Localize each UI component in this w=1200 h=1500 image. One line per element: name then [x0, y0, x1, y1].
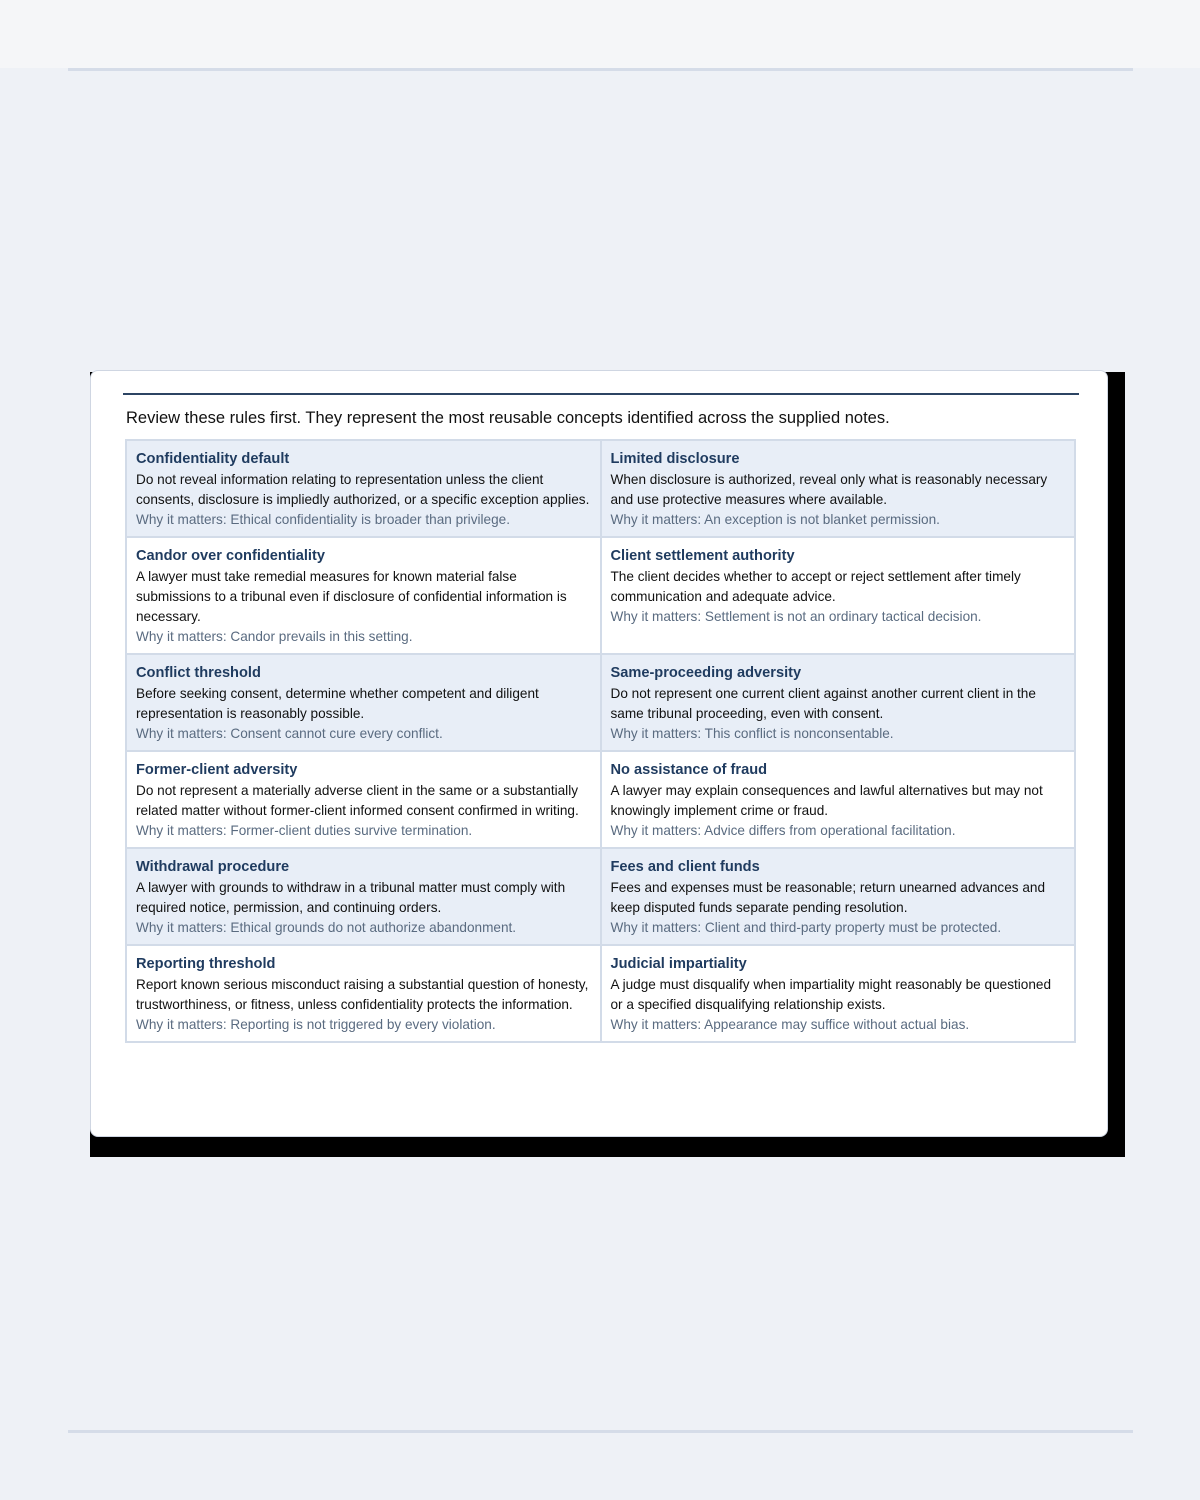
rule-body: Report known serious misconduct raising a substantial question of honesty, trustworthiness, or fitness, unless confidentiality protects the information. [136, 977, 589, 1012]
rule-why: Why it matters: Ethical confidentiality is broader than privilege. [136, 512, 510, 527]
rule-why: Why it matters: Reporting is not triggered by every violation. [136, 1017, 496, 1032]
top-band [0, 0, 1200, 68]
table-row [126, 440, 1075, 537]
rule-cell [601, 945, 1076, 1042]
rule-why: Why it matters: Ethical grounds do not authorize abandonment. [136, 920, 517, 935]
rule-title: Former-client adversity [136, 762, 298, 778]
rule-cell [126, 945, 601, 1042]
rule-body: The client decides whether to accept or reject settlement after timely communication and adequate advice. [610, 569, 1021, 604]
rule-body: Fees and expenses must be reasonable; return unearned advances and keep disputed funds separate pending resolution. [610, 880, 1046, 915]
rule-cell [601, 440, 1076, 537]
card-divider [123, 393, 1079, 395]
rule-why: Why it matters: This conflict is nonconsentable. [610, 726, 894, 741]
rule-why: Why it matters: An exception is not blanket permission. [610, 512, 940, 527]
rule-title: Limited disclosure [610, 451, 740, 467]
rule-body: Do not represent a materially adverse client in the same or a substantially related matter without former-client informed consent confirmed in writing. [136, 783, 579, 818]
intro-text: Review these rules first. They represent the most reusable concepts identified across the supplied notes. [126, 409, 890, 427]
rule-title: Fees and client funds [610, 859, 760, 875]
rules-card [90, 370, 1108, 1137]
rule-title: Conflict threshold [136, 665, 261, 681]
rule-title: Client settlement authority [610, 548, 795, 564]
rule-cell [126, 537, 601, 654]
table-row [126, 537, 1075, 654]
rule-title: Withdrawal procedure [136, 859, 290, 875]
rules-table [125, 439, 1076, 1043]
rule-body: When disclosure is authorized, reveal only what is reasonably necessary and use protective measures where available. [610, 472, 1048, 507]
rule-why: Why it matters: Settlement is not an ordinary tactical decision. [610, 609, 982, 624]
rule-body: Do not represent one current client against another current client in the same tribunal proceeding, even with consent. [610, 686, 1036, 721]
rule-why: Why it matters: Candor prevails in this setting. [136, 629, 413, 644]
rule-why: Why it matters: Client and third-party property must be protected. [610, 920, 1002, 935]
rule-title: Confidentiality default [136, 451, 290, 467]
rule-cell [126, 440, 601, 537]
top-divider [68, 68, 1133, 71]
rule-body: A lawyer must take remedial measures for known material false submissions to a tribunal even if disclosure of confidential information is necessary. [136, 569, 567, 624]
rule-cell [126, 654, 601, 751]
rule-why: Why it matters: Advice differs from operational facilitation. [610, 823, 956, 838]
table-row [126, 751, 1075, 848]
bottom-divider [68, 1430, 1133, 1433]
rule-title: Judicial impartiality [610, 956, 747, 972]
rule-cell [601, 654, 1076, 751]
rule-body: A lawyer may explain consequences and lawful alternatives but may not knowingly implement crime or fraud. [610, 783, 1043, 818]
rule-title: Candor over confidentiality [136, 548, 325, 564]
rule-why: Why it matters: Former-client duties survive termination. [136, 823, 473, 838]
rule-title: No assistance of fraud [610, 762, 768, 778]
rule-cell [601, 848, 1076, 945]
rule-body: Before seeking consent, determine whether competent and diligent representation is reasonably possible. [136, 686, 539, 721]
rule-cell [601, 751, 1076, 848]
table-row [126, 945, 1075, 1042]
rule-title: Same-proceeding adversity [610, 665, 802, 681]
rule-cell [126, 751, 601, 848]
rule-title: Reporting threshold [136, 956, 276, 972]
rule-why: Why it matters: Appearance may suffice without actual bias. [610, 1017, 970, 1032]
table-row [126, 654, 1075, 751]
rule-cell [601, 537, 1076, 654]
rule-why: Why it matters: Consent cannot cure every conflict. [136, 726, 443, 741]
rule-body: A judge must disqualify when impartiality might reasonably be questioned or a specified disqualifying relationship exists. [610, 977, 1052, 1012]
table-row [126, 848, 1075, 945]
rule-body: Do not reveal information relating to representation unless the client consents, disclosure is impliedly authorized, or a specific exception applies. [136, 472, 590, 507]
rule-cell [126, 848, 601, 945]
rule-body: A lawyer with grounds to withdraw in a tribunal matter must comply with required notice, permission, and continuing orders. [136, 880, 566, 915]
